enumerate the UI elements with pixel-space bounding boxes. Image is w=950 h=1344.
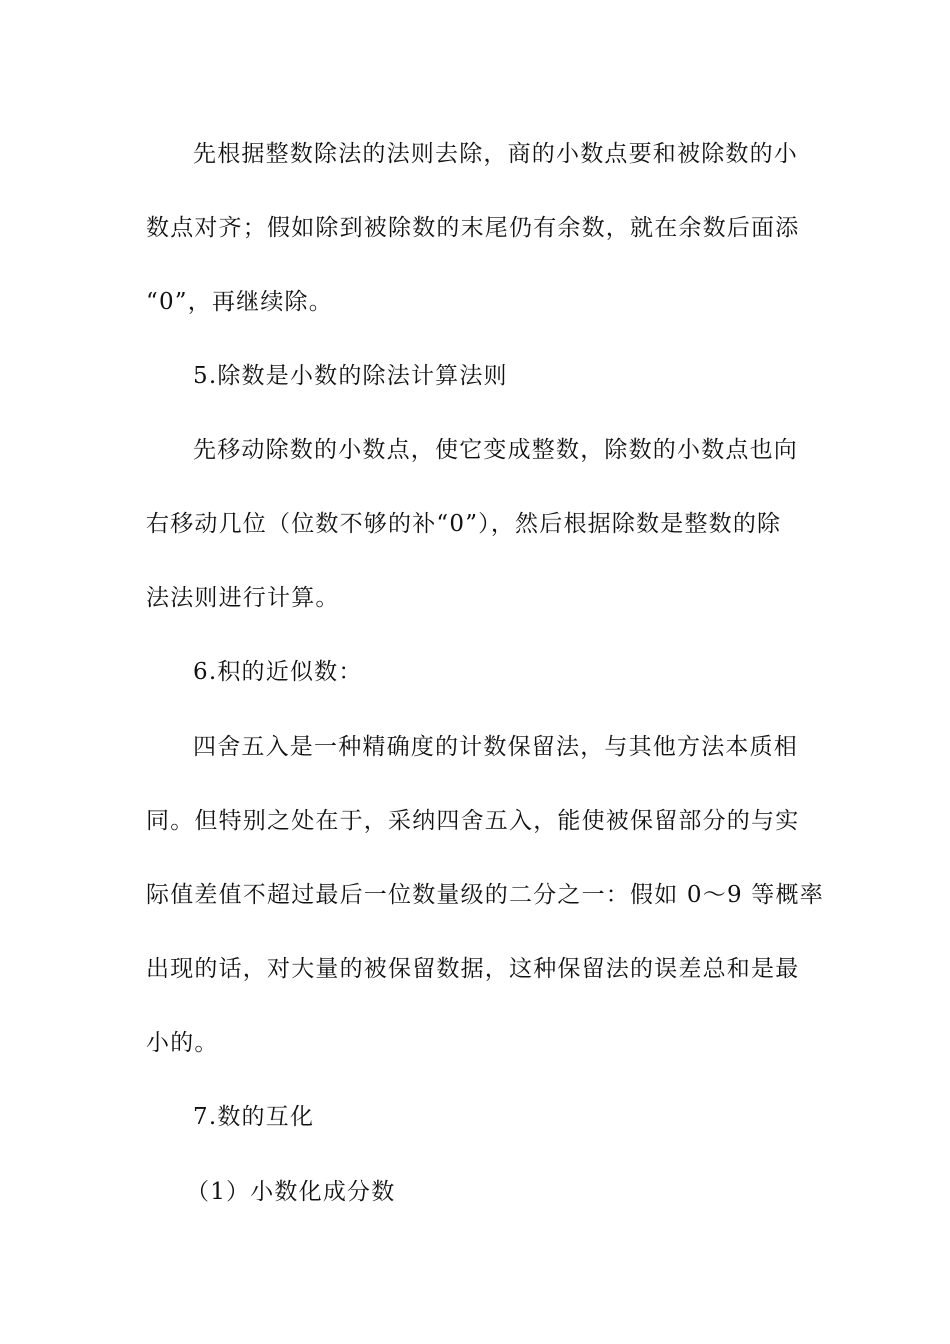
text-line: 右移动几位（位数不够的补“0”），然后根据除数是整数的除	[146, 511, 782, 537]
heading-text: 5.除数是小数的除法计算法则	[193, 363, 508, 389]
text-line: 出现的话，对大量的被保留数据，这种保留法的误差总和是最	[146, 956, 800, 982]
text-line: 小的。	[146, 1030, 219, 1056]
section-heading-7	[146, 1080, 816, 1154]
paragraph-rounding	[146, 710, 824, 1080]
text-line: 同。但特别之处在于，采纳四舍五入，能使被保留部分的与实	[146, 808, 800, 834]
text-line: 先移动除数的小数点，使它变成整数，除数的小数点也向	[193, 437, 798, 463]
text-line: “0”，再继续除。	[146, 289, 333, 315]
subsection-heading-7-1	[146, 1155, 816, 1229]
paragraph-division-rule	[146, 117, 816, 339]
section-heading-6	[146, 635, 816, 709]
section-heading-5	[146, 339, 816, 413]
text-line: 际值差值不超过最后一位数量级的二分之一：假如 0～9 等概率	[146, 882, 824, 908]
heading-text: 7.数的互化	[193, 1104, 315, 1130]
heading-text: （1）小数化成分数	[186, 1179, 396, 1205]
text-line: 法法则进行计算。	[146, 585, 340, 611]
text-line: 四舍五入是一种精确度的计数保留法，与其他方法本质相	[193, 734, 798, 760]
text-line: 先根据整数除法的法则去除，商的小数点要和被除数的小	[193, 141, 798, 167]
heading-text: 6.积的近似数：	[193, 659, 363, 685]
text-line: 数点对齐；假如除到被除数的末尾仍有余数，就在余数后面添	[146, 215, 800, 241]
paragraph-decimal-divisor	[146, 413, 816, 635]
